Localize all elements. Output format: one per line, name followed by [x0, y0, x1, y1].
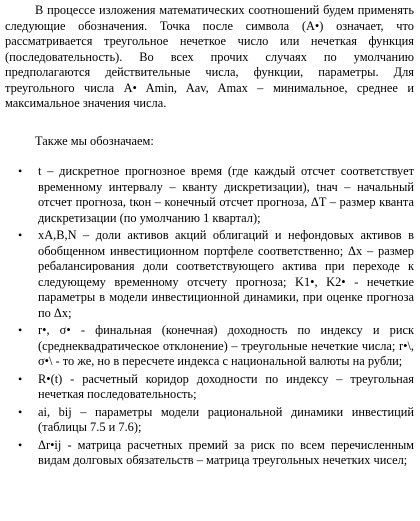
definitions-list — [5, 164, 414, 469]
bullet-icon: • — [18, 164, 23, 178]
list-item-text: Δr•ij - матрица расчетных премий за риск по всем перечисленным видам долговых обязательств – матрица треугольных нечетких чисел; — [38, 437, 414, 467]
bullet-icon: • — [18, 228, 23, 242]
list-item-text: t – дискретное прогнозное время (где каждый отсчет соответствует временному интервалу – кванту дискретизации), tнач – начальный отсчет прогноза, tкон – конечный отсчет прогноза, ΔT – размер кванта дискретизации (по умолчанию 1 квартал); — [38, 164, 414, 225]
bullet-icon: • — [18, 371, 23, 386]
also-label: Также мы обозначаем: — [35, 133, 154, 148]
bullet-icon: • — [18, 404, 23, 419]
list-item-text: xA,B,N – доли активов акций облигаций и нефондовых активов в обобщенном инвестиционном портфеле соответственно; Δx – размер ребалансирования доли соответствующего актива при переходе к следующему временному отсчету прогноза; K1•, K2• - нечеткие параметры в модели инвестиционной динамики, при оценке прогноза по Δx; — [38, 228, 414, 320]
list-item — [5, 438, 414, 469]
intro-paragraph: В процессе изложения математических соотношений будем применять следующие обозначения. Точка после символа (A•) означает, что рассматривается треугольное нечеткое число или нечеткая функция (последовательность). Во всех прочих случаях по умолчанию предполагаются действительные числа, функции, параметры. Для треугольного числа A• Amin, Aav, Amax – минимальное, среднее и максимальное значения числа. — [5, 3, 414, 110]
list-item — [5, 228, 414, 321]
list-item — [5, 405, 414, 436]
list-item — [5, 372, 414, 403]
list-item-text: ai, bij – параметры модели рациональной динамики инвестиций (таблицы 7.5 и 7.6); — [38, 404, 414, 434]
list-item-text: R•(t) - расчетный коридор доходности по индексу – треугольная нечеткая последовательность; — [38, 371, 414, 401]
list-item — [5, 164, 414, 226]
list-item — [5, 323, 414, 370]
bullet-icon: • — [18, 323, 23, 337]
bullet-icon: • — [18, 437, 23, 452]
list-item-text: r•, σ• - финальная (конечная) доходность по индексу и риск (среднеквадратическое отклонение) – треугольные нечеткие числа; r•\, σ•\ - то же, но в пересчете индекса с национальной валюты на рубли; — [38, 323, 414, 368]
